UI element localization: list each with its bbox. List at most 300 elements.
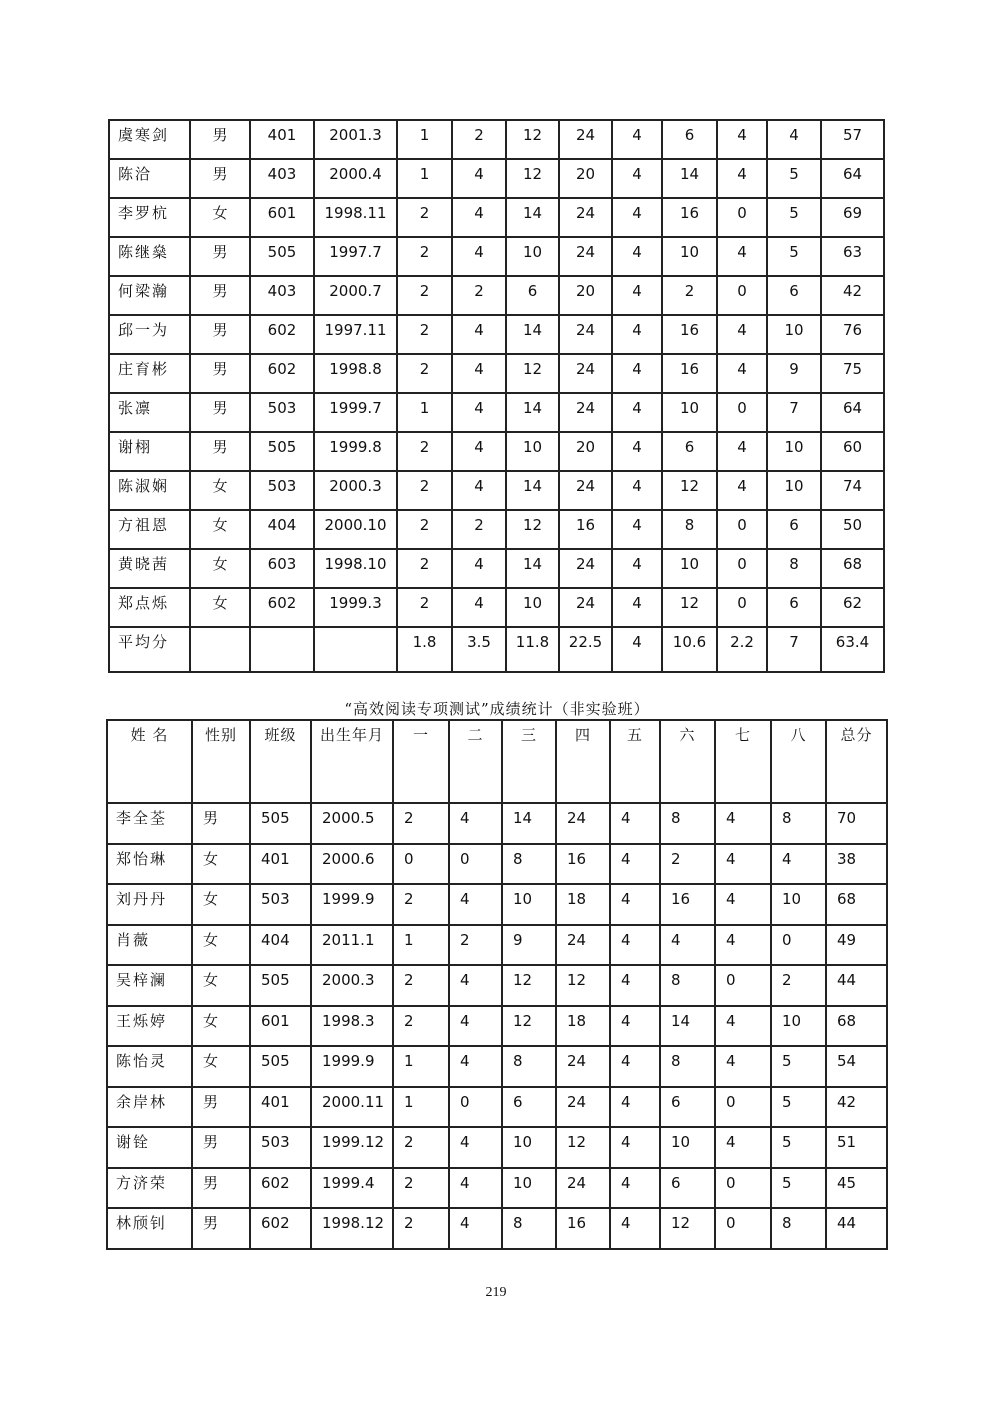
table-cell: 14	[506, 549, 559, 588]
table-cell: 8	[502, 1046, 556, 1087]
table-cell: 2	[397, 510, 452, 549]
table-cell: 68	[826, 884, 887, 925]
table-cell: 8	[502, 1208, 556, 1249]
table-cell	[250, 627, 314, 672]
table-cell: 54	[826, 1046, 887, 1087]
table-cell: 4	[610, 803, 660, 844]
table-row	[109, 198, 884, 237]
table-cell: 603	[250, 549, 314, 588]
table-cell: 16	[556, 844, 610, 885]
table-cell: 0	[771, 925, 826, 966]
table-cell: 20	[559, 159, 612, 198]
table-cell: 12	[506, 510, 559, 549]
table-cell: 女	[190, 198, 250, 237]
table-cell: 8	[662, 510, 717, 549]
table-cell: 2	[397, 315, 452, 354]
table-cell: 男	[192, 1168, 250, 1209]
table-cell: 10	[771, 1006, 826, 1047]
table-cell: 7	[767, 627, 821, 672]
table-cell: 18	[556, 1006, 610, 1047]
table-cell: 60	[821, 432, 884, 471]
table-cell: 4	[715, 925, 771, 966]
table-cell: 505	[250, 432, 314, 471]
table-cell: 1999.3	[314, 588, 397, 627]
table-cell: 74	[821, 471, 884, 510]
table-cell: 4	[452, 432, 506, 471]
table-cell: 602	[250, 1168, 311, 1209]
table-cell: 5	[767, 159, 821, 198]
table-cell: 女	[190, 471, 250, 510]
table-cell: 10	[502, 1168, 556, 1209]
table-cell: 男	[192, 1208, 250, 1249]
table-row	[109, 471, 884, 510]
table-cell: 3.5	[452, 627, 506, 672]
table-cell: 4	[612, 276, 662, 315]
table-cell: 女	[192, 1046, 250, 1087]
student-name-cell: 黄晓茜	[109, 549, 190, 588]
table-cell: 8	[502, 844, 556, 885]
table-cell: 1998.8	[314, 354, 397, 393]
table-header-cell: 总分	[826, 720, 887, 803]
table-cell: 1998.10	[314, 549, 397, 588]
table-cell: 4	[717, 315, 767, 354]
table-cell: 4	[717, 432, 767, 471]
table-cell: 4	[612, 510, 662, 549]
table-cell: 6	[506, 276, 559, 315]
table-cell: 4	[610, 1127, 660, 1168]
table-cell: 2	[397, 354, 452, 393]
table-cell: 42	[826, 1087, 887, 1128]
table-cell: 女	[190, 510, 250, 549]
table-cell: 4	[717, 471, 767, 510]
student-name-cell: 方祖恩	[109, 510, 190, 549]
table-cell: 4	[610, 1168, 660, 1209]
table-cell: 2000.7	[314, 276, 397, 315]
table-cell: 2000.4	[314, 159, 397, 198]
table-row	[107, 884, 887, 925]
student-name-cell: 林颀钊	[107, 1208, 192, 1249]
table-cell: 62	[821, 588, 884, 627]
table-cell: 1999.4	[311, 1168, 393, 1209]
table-cell: 4	[717, 237, 767, 276]
table-cell: 男	[190, 393, 250, 432]
table-row	[107, 1127, 887, 1168]
table-cell: 4	[449, 1046, 502, 1087]
table-cell: 10	[506, 432, 559, 471]
table-cell: 1	[397, 120, 452, 159]
table-cell: 5	[771, 1046, 826, 1087]
table-row	[107, 1087, 887, 1128]
table-cell: 4	[717, 354, 767, 393]
table-row	[109, 549, 884, 588]
student-name-cell: 肖薇	[107, 925, 192, 966]
table-cell: 12	[556, 1127, 610, 1168]
table-cell: 44	[826, 965, 887, 1006]
table-cell: 12	[662, 471, 717, 510]
table-cell: 2	[397, 237, 452, 276]
table-cell: 4	[767, 120, 821, 159]
table-row	[109, 588, 884, 627]
table-cell: 4	[449, 965, 502, 1006]
table-cell: 2	[449, 925, 502, 966]
table-row	[107, 844, 887, 885]
table-cell: 12	[502, 1006, 556, 1047]
table-cell: 24	[556, 925, 610, 966]
table-cell: 2	[393, 884, 449, 925]
table-cell: 10	[506, 237, 559, 276]
table-row	[107, 1208, 887, 1249]
table-cell: 505	[250, 237, 314, 276]
table-cell: 1	[397, 393, 452, 432]
student-name-cell: 何梁瀚	[109, 276, 190, 315]
table-cell: 12	[662, 588, 717, 627]
table-cell: 4	[610, 844, 660, 885]
table-row	[107, 803, 887, 844]
table-cell: 503	[250, 1127, 311, 1168]
table-cell: 12	[506, 120, 559, 159]
table-cell: 8	[660, 1046, 715, 1087]
table-cell: 10	[662, 237, 717, 276]
table-cell: 男	[190, 237, 250, 276]
table-cell: 0	[715, 1087, 771, 1128]
table-cell: 4	[717, 120, 767, 159]
student-name-cell: 陈继燊	[109, 237, 190, 276]
student-name-cell: 陈洽	[109, 159, 190, 198]
table-cell: 2.2	[717, 627, 767, 672]
table-cell: 16	[662, 315, 717, 354]
table-cell: 4	[452, 471, 506, 510]
table-cell: 2	[397, 432, 452, 471]
table-cell: 1999.9	[311, 1046, 393, 1087]
table-cell: 5	[771, 1087, 826, 1128]
table-cell: 403	[250, 159, 314, 198]
table-cell: 1997.11	[314, 315, 397, 354]
student-name-cell: 谢铨	[107, 1127, 192, 1168]
table-cell: 10	[660, 1127, 715, 1168]
table-cell: 4	[449, 1006, 502, 1047]
table-cell: 6	[767, 276, 821, 315]
student-name-cell: 谢栩	[109, 432, 190, 471]
table-cell: 4	[452, 315, 506, 354]
table-cell: 63	[821, 237, 884, 276]
table-row	[109, 393, 884, 432]
student-name-cell: 刘丹丹	[107, 884, 192, 925]
table-header-cell: 三	[502, 720, 556, 803]
table-cell: 4	[612, 471, 662, 510]
table-cell: 2000.6	[311, 844, 393, 885]
table-cell: 24	[559, 315, 612, 354]
table-cell: 4	[452, 237, 506, 276]
table-cell: 5	[767, 237, 821, 276]
table-header-row	[107, 720, 887, 803]
table-cell: 10	[502, 884, 556, 925]
table-cell: 22.5	[559, 627, 612, 672]
table-cell: 0	[717, 276, 767, 315]
table-cell: 11.8	[506, 627, 559, 672]
table-cell: 1999.12	[311, 1127, 393, 1168]
table-cell: 24	[559, 471, 612, 510]
student-name-cell: 方济荣	[107, 1168, 192, 1209]
table-cell: 505	[250, 803, 311, 844]
table-cell: 4	[715, 1127, 771, 1168]
table-cell: 69	[821, 198, 884, 237]
student-name-cell: 王烁婷	[107, 1006, 192, 1047]
table-cell: 602	[250, 588, 314, 627]
non-experimental-class-score-table	[106, 719, 888, 1250]
table-cell: 男	[190, 315, 250, 354]
table-cell: 14	[506, 393, 559, 432]
table-cell: 2	[397, 471, 452, 510]
table-cell: 1	[397, 159, 452, 198]
table-cell: 男	[192, 1127, 250, 1168]
table-cell: 2	[452, 510, 506, 549]
student-name-cell: 吴梓澜	[107, 965, 192, 1006]
table-header-cell: 姓 名	[107, 720, 192, 803]
table-cell: 6	[662, 432, 717, 471]
table-cell: 4	[612, 120, 662, 159]
table-cell: 12	[506, 159, 559, 198]
table-row	[109, 276, 884, 315]
table-cell: 2000.5	[311, 803, 393, 844]
table-cell: 4	[610, 965, 660, 1006]
table-cell: 9	[502, 925, 556, 966]
table-cell: 6	[660, 1168, 715, 1209]
table-header-cell: 一	[393, 720, 449, 803]
table-cell: 0	[449, 1087, 502, 1128]
table-cell: 1	[393, 925, 449, 966]
table-cell: 0	[717, 549, 767, 588]
table-row	[107, 1006, 887, 1047]
table-cell: 4	[715, 1046, 771, 1087]
table-cell: 4	[452, 198, 506, 237]
table-cell: 24	[559, 237, 612, 276]
table-cell: 49	[826, 925, 887, 966]
table-cell: 4	[452, 354, 506, 393]
table-cell: 601	[250, 198, 314, 237]
table-header-cell: 八	[771, 720, 826, 803]
table-cell: 8	[771, 1208, 826, 1249]
table-cell: 6	[767, 588, 821, 627]
table-header-cell: 六	[660, 720, 715, 803]
table-caption: “高效阅读专项测试”成绩统计（非实验班）	[344, 700, 650, 718]
table-cell: 0	[717, 198, 767, 237]
table-cell: 2000.10	[314, 510, 397, 549]
table-cell: 12	[660, 1208, 715, 1249]
table-cell: 70	[826, 803, 887, 844]
table-cell: 6	[502, 1087, 556, 1128]
table-cell: 4	[717, 159, 767, 198]
table-cell: 4	[449, 1208, 502, 1249]
table-cell: 1	[393, 1087, 449, 1128]
table-cell: 401	[250, 844, 311, 885]
table-cell: 男	[190, 432, 250, 471]
table-row	[109, 354, 884, 393]
table-cell: 5	[771, 1127, 826, 1168]
table-cell: 16	[660, 884, 715, 925]
table-cell: 4	[612, 588, 662, 627]
table-cell: 14	[506, 315, 559, 354]
table-cell: 602	[250, 1208, 311, 1249]
table-cell: 404	[250, 925, 311, 966]
table-cell: 4	[715, 803, 771, 844]
table-cell: 0	[715, 1168, 771, 1209]
table-cell: 女	[192, 844, 250, 885]
table-cell: 2	[771, 965, 826, 1006]
table-cell: 404	[250, 510, 314, 549]
table-header-cell: 班级	[250, 720, 311, 803]
table-cell: 2000.11	[311, 1087, 393, 1128]
table-cell: 2	[393, 1208, 449, 1249]
table-cell: 4	[452, 588, 506, 627]
table-cell: 8	[660, 803, 715, 844]
table-cell: 14	[506, 471, 559, 510]
table-cell: 5	[771, 1168, 826, 1209]
table-cell: 2	[393, 1006, 449, 1047]
table-cell: 1999.9	[311, 884, 393, 925]
table-row	[107, 1046, 887, 1087]
table-cell: 10	[662, 393, 717, 432]
table-cell: 10	[767, 471, 821, 510]
table-cell: 63.4	[821, 627, 884, 672]
table-cell: 4	[612, 237, 662, 276]
table-cell: 503	[250, 393, 314, 432]
table-cell: 75	[821, 354, 884, 393]
table-cell: 4	[612, 627, 662, 672]
table-cell: 8	[767, 549, 821, 588]
table-cell: 2	[397, 198, 452, 237]
student-name-cell: 张凛	[109, 393, 190, 432]
student-name-cell: 庄育彬	[109, 354, 190, 393]
table-cell: 4	[612, 198, 662, 237]
table-cell: 1998.3	[311, 1006, 393, 1047]
table-cell: 4	[612, 159, 662, 198]
table-row	[109, 315, 884, 354]
table-cell: 8	[660, 965, 715, 1006]
table-cell: 45	[826, 1168, 887, 1209]
table-cell: 4	[610, 925, 660, 966]
table-cell: 44	[826, 1208, 887, 1249]
table-cell: 2	[393, 965, 449, 1006]
table-cell: 24	[559, 588, 612, 627]
table-cell: 24	[556, 1046, 610, 1087]
table-row	[107, 1168, 887, 1209]
table-cell: 602	[250, 315, 314, 354]
table-cell: 9	[767, 354, 821, 393]
table-cell: 男	[190, 159, 250, 198]
table-row	[109, 510, 884, 549]
table-row	[109, 120, 884, 159]
table-header-cell: 五	[610, 720, 660, 803]
table-cell: 24	[559, 354, 612, 393]
table-cell: 4	[715, 844, 771, 885]
table-cell: 2000.3	[311, 965, 393, 1006]
table-cell: 24	[559, 120, 612, 159]
table-cell: 男	[190, 120, 250, 159]
table-cell: 4	[610, 1046, 660, 1087]
table-cell: 401	[250, 1087, 311, 1128]
table-cell: 10	[771, 884, 826, 925]
table-cell: 女	[192, 1006, 250, 1047]
table-cell: 2	[397, 588, 452, 627]
table-cell: 68	[821, 549, 884, 588]
student-name-cell: 陈怡灵	[107, 1046, 192, 1087]
table-row	[109, 432, 884, 471]
table-cell: 4	[771, 844, 826, 885]
table-cell: 602	[250, 354, 314, 393]
table-cell: 38	[826, 844, 887, 885]
table-cell: 10	[502, 1127, 556, 1168]
table-cell: 24	[556, 1087, 610, 1128]
table-cell: 2	[452, 120, 506, 159]
table-cell: 4	[449, 803, 502, 844]
table-cell: 男	[192, 1087, 250, 1128]
table-cell: 10	[662, 549, 717, 588]
table-cell: 64	[821, 159, 884, 198]
table-cell: 女	[190, 588, 250, 627]
table-cell: 4	[715, 1006, 771, 1047]
table-cell: 10.6	[662, 627, 717, 672]
table-cell: 51	[826, 1127, 887, 1168]
table-cell: 6	[767, 510, 821, 549]
table-cell: 2	[393, 1127, 449, 1168]
table-cell: 6	[660, 1087, 715, 1128]
student-name-cell: 邱一为	[109, 315, 190, 354]
table-cell: 14	[662, 159, 717, 198]
table-cell: 4	[452, 549, 506, 588]
table-row	[107, 925, 887, 966]
table-cell: 0	[715, 1208, 771, 1249]
table-cell: 6	[662, 120, 717, 159]
table-cell: 1998.11	[314, 198, 397, 237]
table-cell: 女	[192, 925, 250, 966]
table-cell: 12	[502, 965, 556, 1006]
table-cell: 403	[250, 276, 314, 315]
student-name-cell: 郑怡琳	[107, 844, 192, 885]
table-cell: 2	[452, 276, 506, 315]
table-cell	[190, 627, 250, 672]
table-cell: 16	[556, 1208, 610, 1249]
table-cell: 24	[559, 198, 612, 237]
table-cell: 1998.12	[311, 1208, 393, 1249]
table-cell: 2	[662, 276, 717, 315]
table-header-cell: 七	[715, 720, 771, 803]
table-header-cell: 出生年月	[311, 720, 393, 803]
student-name-cell: 虞寒剑	[109, 120, 190, 159]
table-row	[109, 237, 884, 276]
table-cell: 14	[660, 1006, 715, 1047]
table-cell: 男	[190, 354, 250, 393]
table-cell: 2	[393, 803, 449, 844]
student-name-cell: 陈淑娴	[109, 471, 190, 510]
table-header-cell: 二	[449, 720, 502, 803]
table-cell: 68	[826, 1006, 887, 1047]
table-cell: 24	[556, 1168, 610, 1209]
table-cell: 503	[250, 884, 311, 925]
table-cell: 20	[559, 432, 612, 471]
table-cell: 1999.8	[314, 432, 397, 471]
table-cell: 0	[449, 844, 502, 885]
table-cell: 0	[715, 965, 771, 1006]
table-cell: 4	[612, 432, 662, 471]
table-cell: 24	[559, 549, 612, 588]
table-cell: 2000.3	[314, 471, 397, 510]
table-cell: 10	[767, 432, 821, 471]
table-cell: 5	[767, 198, 821, 237]
table-cell: 4	[610, 1087, 660, 1128]
table-cell: 50	[821, 510, 884, 549]
table-cell: 64	[821, 393, 884, 432]
table-cell: 16	[662, 354, 717, 393]
